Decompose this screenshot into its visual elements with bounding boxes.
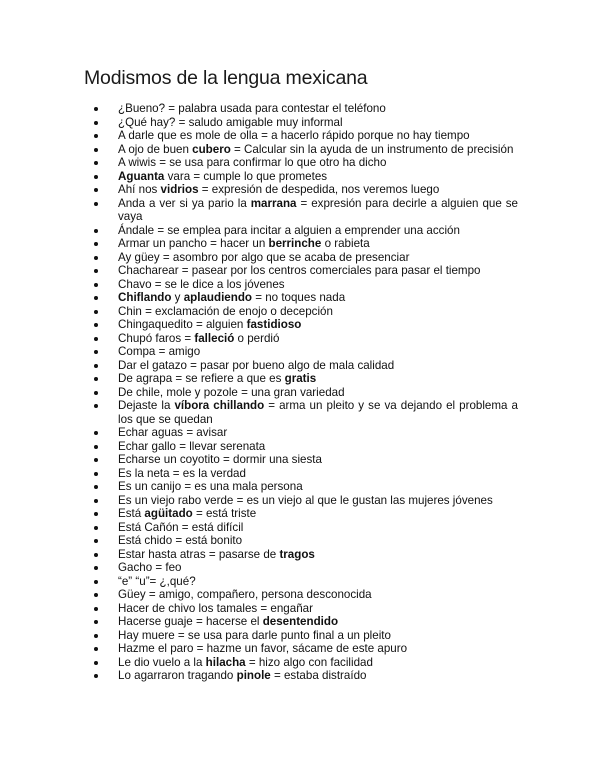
bullet-icon bbox=[94, 445, 98, 449]
list-item bbox=[94, 251, 518, 265]
bullet-icon bbox=[94, 566, 98, 570]
bullet-icon bbox=[94, 148, 98, 152]
item-text: = arma un pleito y se va dejando el problema a los que se quedan bbox=[118, 399, 518, 426]
item-text: Es un viejo rabo verde = es un viejo al que le gustan las mujeres jóvenes bbox=[118, 493, 493, 507]
item-text-bold: vidrios bbox=[160, 183, 199, 196]
item-text: Chupó faros = bbox=[118, 331, 195, 345]
item-text-bold: aplaudiendo bbox=[183, 291, 252, 304]
list-item bbox=[94, 521, 518, 535]
list-item bbox=[94, 264, 518, 278]
item-text: Echar gallo = llevar serenata bbox=[118, 439, 266, 453]
list-item bbox=[94, 291, 518, 305]
item-text: vara = cumple lo que prometes bbox=[164, 169, 328, 183]
item-text: = no toques nada bbox=[251, 291, 346, 304]
item-text: Ay güey = asombro por algo que se acaba de presenciar bbox=[118, 250, 410, 264]
bullet-icon bbox=[94, 580, 98, 584]
item-text: Chin = exclamación de enojo o decepción bbox=[118, 304, 333, 318]
list-item bbox=[94, 278, 518, 292]
bullet-icon bbox=[94, 553, 98, 557]
bullet-icon bbox=[94, 202, 98, 206]
item-text-bold: fastidioso bbox=[246, 318, 302, 331]
bullet-icon bbox=[94, 458, 98, 462]
list-item bbox=[94, 426, 518, 440]
bullet-icon bbox=[94, 661, 98, 665]
item-text: “e” “u”= ¿,qué? bbox=[118, 574, 196, 588]
list-item bbox=[94, 116, 518, 130]
bullet-icon bbox=[94, 175, 98, 179]
item-text: Es la neta = es la verdad bbox=[118, 466, 246, 480]
list-item bbox=[94, 656, 518, 670]
item-text-bold: berrinche bbox=[268, 237, 322, 250]
bullet-icon bbox=[94, 296, 98, 300]
item-text: Ahí nos bbox=[118, 183, 161, 196]
item-text: Le dio vuelo a la bbox=[118, 655, 206, 669]
list-item bbox=[94, 305, 518, 319]
bullet-icon bbox=[94, 134, 98, 138]
bullet-icon bbox=[94, 350, 98, 354]
bullet-icon bbox=[94, 674, 98, 678]
list-item bbox=[94, 467, 518, 481]
bullet-icon bbox=[94, 404, 98, 408]
list-item bbox=[94, 170, 518, 184]
item-text: Chingaquedito = alguien bbox=[118, 318, 247, 331]
item-text-bold: falleció bbox=[194, 331, 235, 345]
list-item bbox=[94, 669, 518, 683]
item-text: A wiwis = se usa para confirmar lo que otro ha dicho bbox=[118, 156, 387, 169]
item-text-bold: hilacha bbox=[205, 655, 246, 669]
list-item bbox=[94, 183, 518, 197]
item-text: Estar hasta atras = pasarse de bbox=[118, 547, 280, 561]
list-item bbox=[94, 575, 518, 589]
item-text: Hacer de chivo los tamales = engañar bbox=[118, 601, 313, 615]
list-item bbox=[94, 494, 518, 508]
bullet-icon bbox=[94, 485, 98, 489]
item-text: Hacerse guaje = hacerse el bbox=[118, 615, 263, 628]
item-text: Chavo = se le dice a los jóvenes bbox=[118, 277, 285, 291]
bullet-icon bbox=[94, 539, 98, 543]
item-text-bold: tragos bbox=[279, 547, 315, 561]
item-text-bold: víbora chillando bbox=[174, 399, 265, 412]
list-item bbox=[94, 588, 518, 602]
list-item bbox=[94, 237, 518, 251]
item-text: Dar el gatazo = pasar por bueno algo de mala calidad bbox=[118, 358, 395, 372]
item-text: Dejaste la bbox=[118, 399, 175, 412]
item-text: De chile, mole y pozole = una gran variedad bbox=[118, 385, 345, 399]
item-text: o rabieta bbox=[321, 237, 370, 250]
item-text: Anda a ver si ya pario la bbox=[118, 196, 251, 210]
bullet-icon bbox=[94, 229, 98, 233]
item-text: o perdió bbox=[234, 331, 280, 345]
bullet-icon bbox=[94, 337, 98, 341]
item-text-bold: marrana bbox=[250, 196, 297, 210]
bullet-icon bbox=[94, 431, 98, 435]
list-item bbox=[94, 629, 518, 643]
bullet-icon bbox=[94, 647, 98, 651]
list-item bbox=[94, 615, 518, 629]
list-item bbox=[94, 507, 518, 521]
item-text: = expresión de despedida, nos veremos luego bbox=[198, 183, 440, 196]
bullet-icon bbox=[94, 256, 98, 260]
bullet-icon bbox=[94, 269, 98, 273]
bullet-icon bbox=[94, 607, 98, 611]
item-text: ¿Bueno? = palabra usada para contestar el teléfono bbox=[118, 102, 386, 115]
bullet-icon bbox=[94, 310, 98, 314]
list-item bbox=[94, 399, 518, 426]
list-item bbox=[94, 332, 518, 346]
item-text: Hay muere = se usa para darle punto final a un pleito bbox=[118, 628, 391, 642]
bullet-icon bbox=[94, 472, 98, 476]
item-text-bold: desentendido bbox=[262, 615, 339, 628]
item-text-bold: pinole bbox=[236, 669, 271, 682]
item-text: = está triste bbox=[192, 507, 257, 520]
item-text-bold: Chiflando bbox=[118, 291, 172, 304]
bullet-icon bbox=[94, 242, 98, 246]
item-text: De agrapa = se refiere a que es bbox=[118, 372, 285, 385]
item-text: y bbox=[171, 291, 184, 304]
list-item bbox=[94, 197, 518, 224]
bullet-icon bbox=[94, 364, 98, 368]
list-item bbox=[94, 642, 518, 656]
list-item bbox=[94, 224, 518, 238]
bullet-icon bbox=[94, 512, 98, 516]
item-text: Lo agarraron tragando bbox=[118, 669, 237, 682]
item-text: = hizo algo con facilidad bbox=[245, 655, 373, 669]
bullet-icon bbox=[94, 283, 98, 287]
bullet-icon bbox=[94, 107, 98, 111]
list-item bbox=[94, 561, 518, 575]
item-text: ¿Qué hay? = saludo amigable muy informal bbox=[118, 115, 343, 129]
bullet-icon bbox=[94, 121, 98, 125]
bullet-icon bbox=[94, 499, 98, 503]
item-text-bold: agüitado bbox=[144, 507, 193, 520]
list-item bbox=[94, 602, 518, 616]
item-text: Chacharear = pasear por los centros comerciales para pasar el tiempo bbox=[118, 264, 481, 277]
item-text-bold: Aguanta bbox=[118, 169, 165, 183]
list-item bbox=[94, 143, 518, 157]
item-text: A darle que es mole de olla = a hacerlo rápido porque no hay tiempo bbox=[118, 129, 470, 142]
list-item bbox=[94, 345, 518, 359]
list-item bbox=[94, 548, 518, 562]
list-item bbox=[94, 534, 518, 548]
bullet-icon bbox=[94, 161, 98, 165]
list-item bbox=[94, 386, 518, 400]
item-text: = Calcular sin la ayuda de un instrumento de precisión bbox=[230, 142, 514, 156]
item-text: Ándale = se emplea para incitar a alguien a emprender una acción bbox=[118, 223, 460, 237]
item-text: Armar un pancho = hacer un bbox=[118, 237, 269, 250]
list-item bbox=[94, 102, 518, 116]
bullet-icon bbox=[94, 377, 98, 381]
bullet-icon bbox=[94, 593, 98, 597]
page-title: Modismos de la lengua mexicana bbox=[84, 67, 368, 89]
list-item bbox=[94, 453, 518, 467]
item-text: Echarse un coyotito = dormir una siesta bbox=[118, 453, 322, 466]
idiom-list bbox=[94, 102, 518, 683]
bullet-icon bbox=[94, 323, 98, 327]
list-item bbox=[94, 480, 518, 494]
item-text: Está chido = está bonito bbox=[118, 534, 243, 547]
list-item bbox=[94, 359, 518, 373]
item-text: Está bbox=[118, 507, 145, 520]
item-text: Gacho = feo bbox=[118, 561, 182, 574]
bullet-icon bbox=[94, 620, 98, 624]
item-text: Es un canijo = es una mala persona bbox=[118, 480, 303, 493]
list-item bbox=[94, 156, 518, 170]
item-text: Está Cañón = está difícil bbox=[118, 520, 244, 534]
item-text-bold: gratis bbox=[284, 372, 317, 385]
item-text: Güey = amigo, compañero, persona desconocida bbox=[118, 588, 372, 601]
list-item bbox=[94, 129, 518, 143]
item-text: A ojo de buen bbox=[118, 142, 193, 156]
list-item bbox=[94, 440, 518, 454]
item-text: = expresión para decirle a alguien que se vaya bbox=[118, 196, 518, 223]
bullet-icon bbox=[94, 391, 98, 395]
bullet-icon bbox=[94, 526, 98, 530]
list-item bbox=[94, 318, 518, 332]
item-text: Echar aguas = avisar bbox=[118, 426, 228, 439]
bullet-icon bbox=[94, 634, 98, 638]
list-item bbox=[94, 372, 518, 386]
bullet-icon bbox=[94, 188, 98, 192]
item-text: Hazme el paro = hazme un favor, sácame de este apuro bbox=[118, 642, 408, 655]
item-text: = estaba distraído bbox=[270, 669, 367, 682]
item-text: Compa = amigo bbox=[118, 345, 201, 358]
item-text-bold: cubero bbox=[192, 142, 231, 156]
